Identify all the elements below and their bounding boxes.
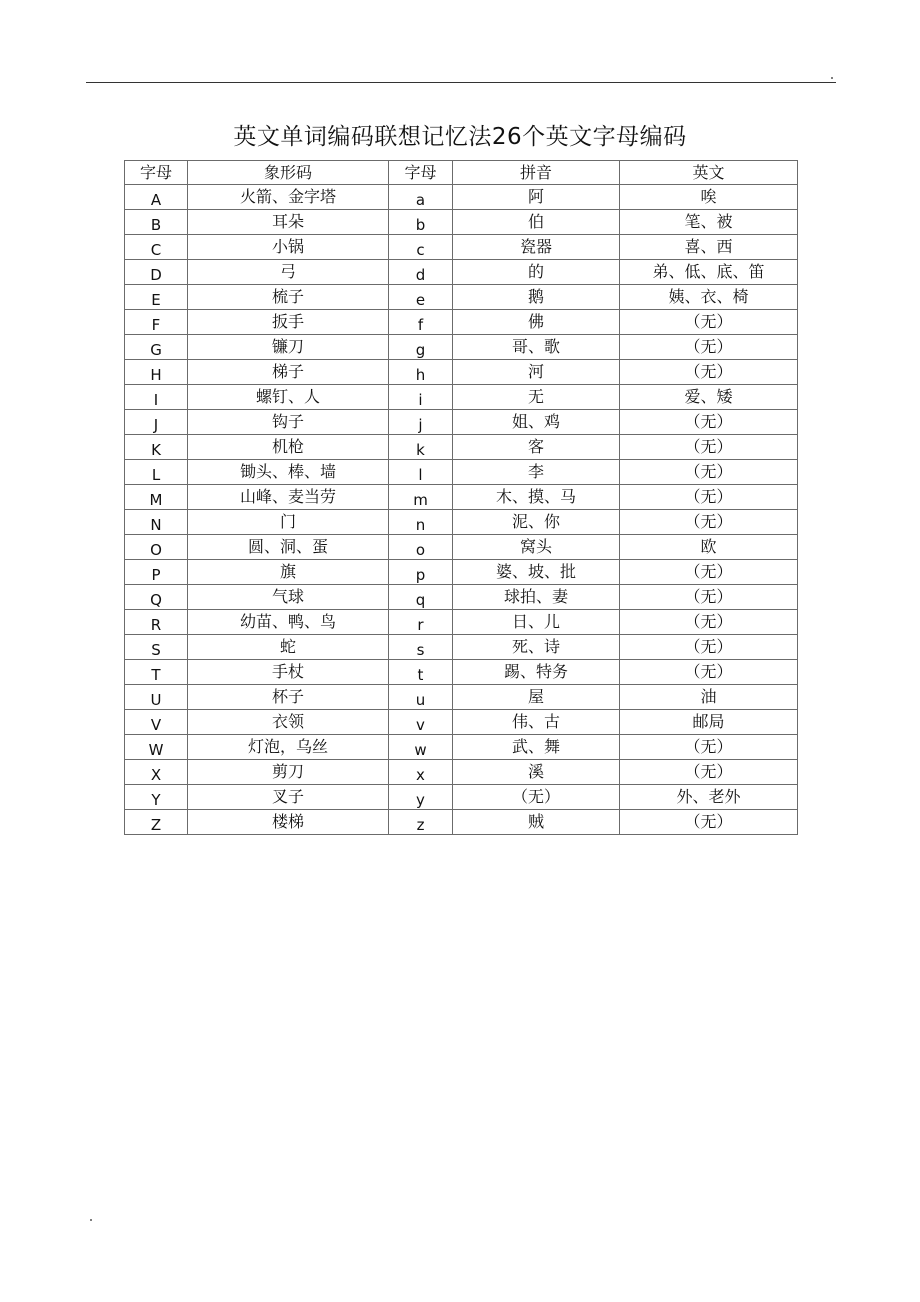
english-cell: （无） [620,760,798,785]
table-row [125,210,798,235]
pictograph-code-cell: 幼苗、鸭、鸟 [188,610,389,635]
pictograph-code-cell: 圆、洞、蛋 [188,535,389,560]
lowercase-letter-cell: d [389,260,453,285]
table-row [125,460,798,485]
table-row [125,635,798,660]
pinyin-cell: 贼 [453,810,620,835]
pinyin-cell: 球拍、妻 [453,585,620,610]
pictograph-code-cell: 梯子 [188,360,389,385]
lowercase-letter-cell: z [389,810,453,835]
lowercase-letter-cell: m [389,485,453,510]
uppercase-letter-cell: W [125,735,188,760]
uppercase-letter-cell: V [125,710,188,735]
lowercase-letter-cell: e [389,285,453,310]
uppercase-letter-cell: H [125,360,188,385]
table-row [125,785,798,810]
uppercase-letter-cell: E [125,285,188,310]
uppercase-letter-cell: S [125,635,188,660]
table-row [125,560,798,585]
table-row [125,810,798,835]
pinyin-cell: 伯 [453,210,620,235]
pictograph-code-cell: 蛇 [188,635,389,660]
english-cell: （无） [620,610,798,635]
uppercase-letter-cell: R [125,610,188,635]
pinyin-cell: 的 [453,260,620,285]
page-mark-dot [831,77,833,79]
uppercase-letter-cell: L [125,460,188,485]
uppercase-letter-cell: B [125,210,188,235]
english-cell: （无） [620,485,798,510]
uppercase-letter-cell: K [125,435,188,460]
english-cell: （无） [620,810,798,835]
lowercase-letter-cell: q [389,585,453,610]
pinyin-cell: 姐、鸡 [453,410,620,435]
pictograph-code-cell: 杯子 [188,685,389,710]
uppercase-letter-cell: Z [125,810,188,835]
lowercase-letter-cell: o [389,535,453,560]
english-cell: 弟、低、底、笛 [620,260,798,285]
pinyin-cell: 溪 [453,760,620,785]
lowercase-letter-cell: t [389,660,453,685]
uppercase-letter-cell: D [125,260,188,285]
pinyin-cell: 李 [453,460,620,485]
column-header-lowercase-letter: 字母 [389,161,453,185]
page-title: 英文单词编码联想记忆法26个英文字母编码 [233,124,687,150]
table-row [125,685,798,710]
lowercase-letter-cell: n [389,510,453,535]
uppercase-letter-cell: F [125,310,188,335]
english-cell: （无） [620,585,798,610]
pictograph-code-cell: 楼梯 [188,810,389,835]
uppercase-letter-cell: I [125,385,188,410]
lowercase-letter-cell: j [389,410,453,435]
english-cell: （无） [620,460,798,485]
uppercase-letter-cell: T [125,660,188,685]
lowercase-letter-cell: i [389,385,453,410]
pictograph-code-cell: 叉子 [188,785,389,810]
table-row [125,510,798,535]
pictograph-code-cell: 梳子 [188,285,389,310]
pinyin-cell: 婆、坡、批 [453,560,620,585]
lowercase-letter-cell: k [389,435,453,460]
table-row [125,360,798,385]
column-header-uppercase-letter: 字母 [125,161,188,185]
table-row [125,585,798,610]
pictograph-code-cell: 机枪 [188,435,389,460]
uppercase-letter-cell: N [125,510,188,535]
table-row [125,310,798,335]
pinyin-cell: 鹅 [453,285,620,310]
pinyin-cell: 泥、你 [453,510,620,535]
english-cell: （无） [620,635,798,660]
page-mark-dot [90,1219,92,1221]
pinyin-cell: 武、舞 [453,735,620,760]
pinyin-cell: 无 [453,385,620,410]
pictograph-code-cell: 门 [188,510,389,535]
english-cell: （无） [620,660,798,685]
pinyin-cell: 屋 [453,685,620,710]
english-cell: 欧 [620,535,798,560]
pinyin-cell: 伟、古 [453,710,620,735]
lowercase-letter-cell: y [389,785,453,810]
table-row [125,435,798,460]
table-row [125,735,798,760]
pictograph-code-cell: 锄头、棒、墙 [188,460,389,485]
table-row [125,410,798,435]
pinyin-cell: 踢、特务 [453,660,620,685]
pictograph-code-cell: 镰刀 [188,335,389,360]
lowercase-letter-cell: c [389,235,453,260]
lowercase-letter-cell: r [389,610,453,635]
english-cell: （无） [620,335,798,360]
table-row [125,710,798,735]
table-row [125,660,798,685]
uppercase-letter-cell: O [125,535,188,560]
pinyin-cell: 木、摸、马 [453,485,620,510]
english-cell: （无） [620,735,798,760]
table-row [125,385,798,410]
pictograph-code-cell: 弓 [188,260,389,285]
english-cell: （无） [620,360,798,385]
english-cell: 唉 [620,185,798,210]
pictograph-code-cell: 灯泡，乌丝 [188,735,389,760]
pictograph-code-cell: 旗 [188,560,389,585]
column-header-english: 英文 [620,161,798,185]
table-row [125,185,798,210]
table-row [125,760,798,785]
table-body [125,185,798,835]
lowercase-letter-cell: s [389,635,453,660]
table-row [125,535,798,560]
english-cell: 爱、矮 [620,385,798,410]
pinyin-cell: （无） [453,785,620,810]
table-row [125,260,798,285]
pinyin-cell: 客 [453,435,620,460]
table-row [125,235,798,260]
pictograph-code-cell: 扳手 [188,310,389,335]
english-cell: 油 [620,685,798,710]
lowercase-letter-cell: u [389,685,453,710]
pinyin-cell: 瓷器 [453,235,620,260]
pinyin-cell: 日、儿 [453,610,620,635]
lowercase-letter-cell: l [389,460,453,485]
header-rule [86,82,836,83]
english-cell: （无） [620,510,798,535]
english-cell: （无） [620,435,798,460]
english-cell: 姨、衣、椅 [620,285,798,310]
uppercase-letter-cell: P [125,560,188,585]
letter-code-table [124,160,798,835]
table-header-row [125,161,798,185]
lowercase-letter-cell: b [389,210,453,235]
pinyin-cell: 阿 [453,185,620,210]
pictograph-code-cell: 衣领 [188,710,389,735]
english-cell: （无） [620,310,798,335]
lowercase-letter-cell: w [389,735,453,760]
pinyin-cell: 哥、歌 [453,335,620,360]
pictograph-code-cell: 气球 [188,585,389,610]
lowercase-letter-cell: p [389,560,453,585]
uppercase-letter-cell: Y [125,785,188,810]
uppercase-letter-cell: Q [125,585,188,610]
column-header-pictograph-code: 象形码 [188,161,389,185]
pictograph-code-cell: 螺钉、人 [188,385,389,410]
pinyin-cell: 佛 [453,310,620,335]
table-row [125,335,798,360]
table-row [125,285,798,310]
english-cell: （无） [620,560,798,585]
english-cell: 邮局 [620,710,798,735]
lowercase-letter-cell: v [389,710,453,735]
pictograph-code-cell: 剪刀 [188,760,389,785]
pictograph-code-cell: 钩子 [188,410,389,435]
lowercase-letter-cell: g [389,335,453,360]
table-row [125,610,798,635]
english-cell: 喜、西 [620,235,798,260]
table-row [125,485,798,510]
lowercase-letter-cell: x [389,760,453,785]
pinyin-cell: 死、诗 [453,635,620,660]
uppercase-letter-cell: G [125,335,188,360]
pinyin-cell: 河 [453,360,620,385]
pinyin-cell: 窝头 [453,535,620,560]
english-cell: 笔、被 [620,210,798,235]
english-cell: 外、老外 [620,785,798,810]
uppercase-letter-cell: U [125,685,188,710]
pictograph-code-cell: 耳朵 [188,210,389,235]
uppercase-letter-cell: A [125,185,188,210]
uppercase-letter-cell: M [125,485,188,510]
lowercase-letter-cell: h [389,360,453,385]
uppercase-letter-cell: X [125,760,188,785]
uppercase-letter-cell: J [125,410,188,435]
english-cell: （无） [620,410,798,435]
pictograph-code-cell: 山峰、麦当劳 [188,485,389,510]
column-header-pinyin: 拼音 [453,161,620,185]
pictograph-code-cell: 手杖 [188,660,389,685]
uppercase-letter-cell: C [125,235,188,260]
pictograph-code-cell: 火箭、金字塔 [188,185,389,210]
lowercase-letter-cell: f [389,310,453,335]
lowercase-letter-cell: a [389,185,453,210]
pictograph-code-cell: 小锅 [188,235,389,260]
